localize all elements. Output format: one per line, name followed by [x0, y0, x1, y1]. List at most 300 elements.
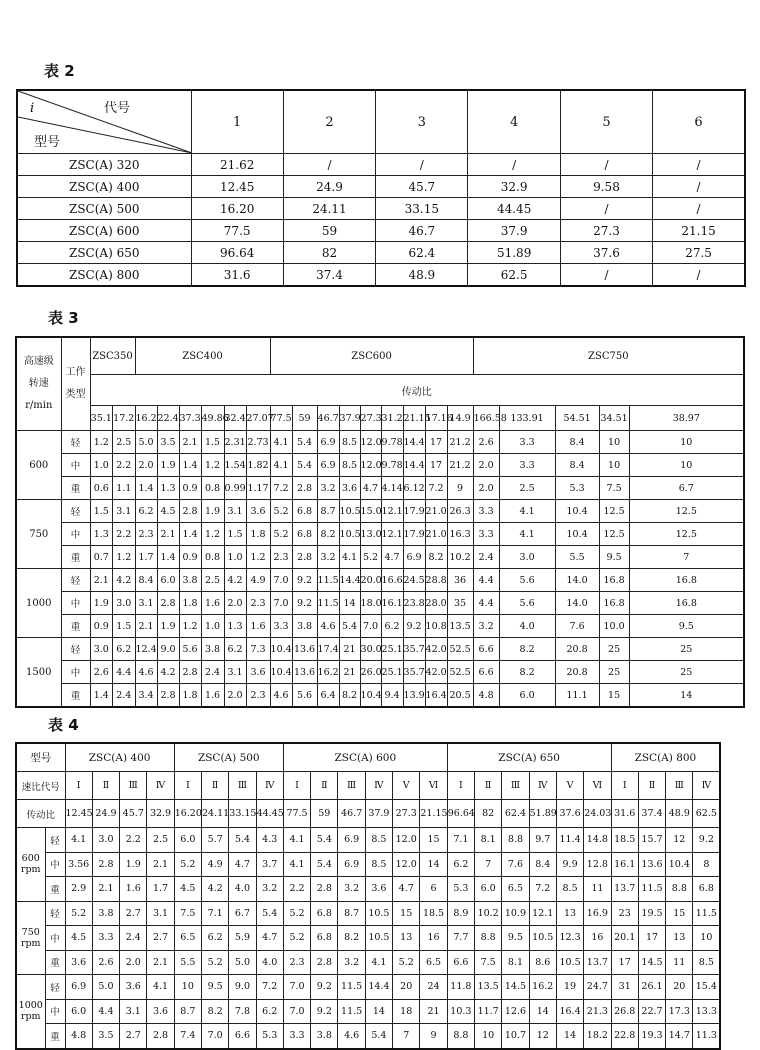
speed-cell: 750 [16, 500, 61, 569]
ratio-value-cell: 82 [475, 800, 502, 828]
power-value-cell: 2.73 [246, 431, 270, 454]
ratio-code-cell: Ⅲ [120, 772, 147, 800]
power-value-cell: 2.2 [283, 877, 310, 902]
power-value-cell: 18.0 [360, 592, 381, 615]
power-value-cell: 8.5 [556, 877, 583, 902]
table2-value-cell: / [283, 154, 375, 176]
speed-cell: 1000 [16, 569, 61, 638]
power-value-cell: 10.5 [365, 901, 392, 926]
power-value-cell: 12.0 [393, 828, 420, 853]
power-value-cell: 4.1 [270, 454, 292, 477]
power-value-cell: 3.6 [120, 975, 147, 1000]
power-value-cell: 2.4 [120, 926, 147, 951]
ratio-value-cell: 31.6 [611, 800, 638, 828]
power-value-cell: 13.5 [447, 615, 473, 638]
power-value-cell: 6.0 [174, 828, 201, 853]
power-value-cell: 8.5 [339, 454, 360, 477]
power-value-cell: 6.8 [311, 926, 338, 951]
power-value-cell: 5.9 [229, 926, 256, 951]
power-value-cell: 16.8 [599, 592, 629, 615]
model-label-cell: 型号 [16, 743, 65, 772]
power-value-cell: 21.2 [447, 454, 473, 477]
power-value-cell: 2.0 [120, 950, 147, 975]
work-type-cell: 轻 [61, 638, 90, 661]
power-value-cell: 10.2 [475, 901, 502, 926]
power-value-cell: 2.1 [147, 852, 174, 877]
power-value-cell: 3.1 [147, 901, 174, 926]
corner-model-label: 型号 [34, 135, 61, 150]
table2-value-cell: / [560, 264, 652, 287]
power-value-cell: 5.5 [174, 950, 201, 975]
power-value-cell: 21.0 [425, 523, 447, 546]
work-type-cell: 中 [61, 592, 90, 615]
power-value-cell: 8.8 [475, 926, 502, 951]
power-value-cell: 10.5 [339, 523, 360, 546]
power-value-cell: 15 [666, 901, 693, 926]
power-value-cell: 3.8 [292, 615, 317, 638]
power-value-cell: 13 [393, 926, 420, 951]
power-value-cell: 14 [556, 1024, 583, 1049]
power-value-cell: 10 [475, 1024, 502, 1049]
power-value-cell: 25 [599, 661, 629, 684]
power-value-cell: 1.9 [90, 592, 113, 615]
power-value-cell: 5.2 [393, 950, 420, 975]
ratio-value-cell: 32.4 [224, 406, 246, 431]
power-value-cell: 8.5 [693, 950, 720, 975]
power-value-cell: 1.8 [179, 592, 201, 615]
ratio-value-cell: 21.15 [403, 406, 425, 431]
power-value-cell: 8.1 [475, 828, 502, 853]
power-value-cell: 13.5 [475, 975, 502, 1000]
power-value-cell: 7.5 [475, 950, 502, 975]
table2-column-header: 2 [283, 90, 375, 154]
ratio-value-cell: 59 [311, 800, 338, 828]
power-value-cell: 3.8 [179, 569, 201, 592]
ratio-value-cell: 51.89 [529, 800, 556, 828]
power-value-cell: 8.9 [447, 901, 474, 926]
power-value-cell: 2.3 [246, 684, 270, 708]
power-value-cell: 9.2 [292, 569, 317, 592]
table4-ratio-row [16, 800, 720, 828]
table4-model-header: ZSC(A) 400 [65, 743, 174, 772]
power-value-cell: 11.5 [317, 569, 339, 592]
power-value-cell: 12.5 [599, 523, 629, 546]
ratio-value-cell: 96.64 [447, 800, 474, 828]
ratio-value-cell: 77.5 [283, 800, 310, 828]
power-value-cell: 7.5 [599, 477, 629, 500]
power-value-cell: 5.0 [229, 950, 256, 975]
power-value-cell: 6.4 [317, 684, 339, 708]
power-value-cell: 12.5 [629, 500, 744, 523]
power-value-cell: 1.9 [157, 615, 179, 638]
power-value-cell: 20.8 [555, 661, 599, 684]
power-value-cell: 23 [611, 901, 638, 926]
power-value-cell: 3.8 [92, 901, 119, 926]
table-row [16, 926, 720, 951]
power-value-cell: 9.5 [629, 615, 744, 638]
table2-header-row [17, 90, 745, 154]
power-value-cell: 2.6 [92, 950, 119, 975]
power-value-cell: 26.3 [447, 500, 473, 523]
power-value-cell: 20 [393, 975, 420, 1000]
table2-model-cell: ZSC(A) 600 [17, 220, 191, 242]
power-value-cell: 11.3 [693, 1024, 720, 1049]
power-value-cell: 16.8 [629, 592, 744, 615]
power-value-cell: 2.0 [473, 477, 499, 500]
power-value-cell: 5.4 [339, 615, 360, 638]
table-row [16, 500, 744, 523]
ratio-value-cell: 59 [292, 406, 317, 431]
power-value-cell: 28.0 [425, 592, 447, 615]
power-value-cell: 4.1 [499, 523, 555, 546]
power-value-cell: 16.2 [317, 661, 339, 684]
power-value-cell: 25.1 [381, 638, 403, 661]
power-value-cell: 23.8 [403, 592, 425, 615]
ratio-value-cell: 62.5 [693, 800, 720, 828]
table-row [16, 615, 744, 638]
power-value-cell: 12.1 [529, 901, 556, 926]
power-value-cell: 15 [393, 901, 420, 926]
table-row [16, 950, 720, 975]
power-value-cell: 10.4 [555, 500, 599, 523]
work-type-cell: 中 [61, 454, 90, 477]
power-value-cell: 16.8 [629, 569, 744, 592]
power-value-cell: 9.0 [157, 638, 179, 661]
power-value-cell: 9.78 [381, 454, 403, 477]
power-value-cell: 4.2 [201, 877, 228, 902]
power-value-cell: 8.7 [174, 999, 201, 1024]
power-value-cell: 2.5 [113, 431, 136, 454]
power-value-cell: 5.3 [555, 477, 599, 500]
table-row [16, 431, 744, 454]
power-value-cell: 10 [174, 975, 201, 1000]
ratio-value-cell: 27.07 [246, 406, 270, 431]
ratio-value-cell: 46.7 [338, 800, 365, 828]
table-row [16, 454, 744, 477]
ratio-code-cell: Ⅳ [147, 772, 174, 800]
power-value-cell: 6.2 [381, 615, 403, 638]
power-value-cell: 9.9 [556, 852, 583, 877]
power-value-cell: 4.9 [246, 569, 270, 592]
power-value-cell: 16.1 [611, 852, 638, 877]
power-value-cell: 3.6 [65, 950, 92, 975]
ratio-value-cell: 45.7 [120, 800, 147, 828]
table2-column-header: 1 [191, 90, 283, 154]
power-value-cell: 0.99 [224, 477, 246, 500]
power-value-cell: 3.0 [499, 546, 555, 569]
power-value-cell: 18.5 [420, 901, 447, 926]
power-value-cell: 13.7 [584, 950, 611, 975]
power-value-cell: 2.1 [90, 569, 113, 592]
power-value-cell: 16 [584, 926, 611, 951]
table-row [16, 901, 720, 926]
power-value-cell: 0.9 [90, 615, 113, 638]
speed-header-line: 高速级 [23, 356, 54, 367]
power-value-cell: 8.8 [666, 877, 693, 902]
power-value-cell: 5.6 [499, 569, 555, 592]
power-value-cell: 1.3 [90, 523, 113, 546]
power-value-cell: 3.3 [270, 615, 292, 638]
power-value-cell: 3.7 [256, 852, 283, 877]
power-value-cell: 13 [556, 901, 583, 926]
power-value-cell: 14.4 [403, 431, 425, 454]
power-value-cell: 14.4 [403, 454, 425, 477]
power-value-cell: 26.8 [611, 999, 638, 1024]
power-value-cell: 3.3 [92, 926, 119, 951]
power-value-cell: 7.0 [201, 1024, 228, 1049]
ratio-code-cell: Ⅴ [556, 772, 583, 800]
table2-value-cell: / [468, 154, 560, 176]
work-type-cell: 重 [61, 546, 90, 569]
power-value-cell: 6.2 [256, 999, 283, 1024]
power-value-cell: 31 [611, 975, 638, 1000]
ratio-value-cell: 27.3 [393, 800, 420, 828]
ratio-code-cell: Ⅰ [447, 772, 474, 800]
power-value-cell: 16.8 [599, 569, 629, 592]
power-value-cell: 3.6 [339, 477, 360, 500]
work-type-cell: 中 [45, 999, 65, 1024]
power-value-cell: 8.2 [425, 546, 447, 569]
power-value-cell: 0.9 [179, 546, 201, 569]
power-value-cell: 20.0 [360, 569, 381, 592]
power-value-cell: 3.2 [256, 877, 283, 902]
power-value-cell: 20.8 [555, 638, 599, 661]
power-value-cell: 9.5 [201, 975, 228, 1000]
work-type-cell: 中 [61, 661, 90, 684]
power-value-cell: 16.1 [381, 592, 403, 615]
table3-ratio-label-row [16, 375, 744, 406]
power-value-cell: 4.6 [270, 684, 292, 708]
power-value-cell: 10.7 [502, 1024, 529, 1049]
work-type-cell: 轻 [61, 431, 90, 454]
table2-column-header: 4 [468, 90, 560, 154]
power-value-cell: 6.2 [447, 852, 474, 877]
power-value-cell: 25.1 [381, 661, 403, 684]
power-value-cell: 2.5 [499, 477, 555, 500]
work-type-header-line: 类型 [65, 389, 86, 400]
power-value-cell: 9.5 [502, 926, 529, 951]
power-value-cell: 1.5 [201, 431, 224, 454]
power-value-cell: 7.0 [360, 615, 381, 638]
table2-column-header: 3 [376, 90, 468, 154]
power-value-cell: 10 [629, 454, 744, 477]
power-value-cell: 3.1 [135, 592, 157, 615]
power-value-cell: 2.4 [473, 546, 499, 569]
power-value-cell: 16 [420, 926, 447, 951]
power-value-cell: 17 [638, 926, 665, 951]
power-value-cell: 14 [339, 592, 360, 615]
power-value-cell: 10.5 [339, 500, 360, 523]
table3-model-header: ZSC600 [270, 337, 473, 375]
power-value-cell: 10.5 [365, 926, 392, 951]
power-value-cell: 9.5 [599, 546, 629, 569]
table2 [16, 89, 746, 287]
power-value-cell: 8.8 [502, 828, 529, 853]
power-value-cell: 5.2 [270, 523, 292, 546]
power-value-cell: 16.2 [529, 975, 556, 1000]
power-value-cell: 19 [556, 975, 583, 1000]
ratio-value-cell: 38.97 [629, 406, 744, 431]
power-value-cell: 2.4 [113, 684, 136, 708]
table2-corner-cell [17, 90, 191, 154]
table2-value-cell: 82 [283, 242, 375, 264]
power-value-cell: 2.1 [135, 615, 157, 638]
work-type-cell: 重 [45, 877, 65, 902]
power-value-cell: 30.0 [360, 638, 381, 661]
power-value-cell: 42.0 [425, 661, 447, 684]
power-value-cell: 14.5 [502, 975, 529, 1000]
table2-model-cell: ZSC(A) 320 [17, 154, 191, 176]
work-type-cell: 中 [61, 523, 90, 546]
power-value-cell: 9.78 [381, 431, 403, 454]
power-value-cell: 9.0 [229, 975, 256, 1000]
power-value-cell: 8.4 [555, 454, 599, 477]
power-value-cell: 4.1 [365, 950, 392, 975]
power-value-cell: 25 [629, 638, 744, 661]
power-value-cell: 3.3 [283, 1024, 310, 1049]
ratio-value-cell: 34.51 [599, 406, 629, 431]
power-value-cell: 11.5 [338, 999, 365, 1024]
power-value-cell: 24.7 [584, 975, 611, 1000]
power-value-cell: 6.6 [447, 950, 474, 975]
table-row [16, 523, 744, 546]
power-value-cell: 7.0 [270, 592, 292, 615]
power-value-cell: 3.1 [224, 500, 246, 523]
power-value-cell: 9 [447, 477, 473, 500]
power-value-cell: 16.6 [381, 569, 403, 592]
power-value-cell: 10.3 [447, 999, 474, 1024]
table2-value-cell: 37.6 [560, 242, 652, 264]
power-value-cell: 11 [666, 950, 693, 975]
power-value-cell: 14 [629, 684, 744, 708]
power-value-cell: 9.4 [381, 684, 403, 708]
power-value-cell: 10.2 [447, 546, 473, 569]
power-value-cell: 1.4 [179, 523, 201, 546]
power-value-cell: 8.4 [529, 852, 556, 877]
power-value-cell: 12.6 [502, 999, 529, 1024]
power-value-cell: 14 [529, 999, 556, 1024]
power-value-cell: 6.2 [113, 638, 136, 661]
power-value-cell: 24 [420, 975, 447, 1000]
table3-model-header: ZSC750 [473, 337, 744, 375]
speed-unit: rpm [20, 1011, 41, 1023]
power-value-cell: 6.0 [475, 877, 502, 902]
power-value-cell: 2.1 [157, 523, 179, 546]
table-row [16, 852, 720, 877]
table2-value-cell: / [653, 198, 745, 220]
speed-cell [16, 901, 45, 975]
speed-header-line: 转速 [28, 378, 49, 389]
power-value-cell: 6.6 [229, 1024, 256, 1049]
power-value-cell: 5.4 [365, 1024, 392, 1049]
power-value-cell: 2.8 [311, 877, 338, 902]
power-value-cell: 35 [447, 592, 473, 615]
power-value-cell: 4.0 [256, 950, 283, 975]
power-value-cell: 19.3 [638, 1024, 665, 1049]
power-value-cell: 1.4 [179, 454, 201, 477]
table2-value-cell: 44.45 [468, 198, 560, 220]
power-value-cell: 4.7 [256, 926, 283, 951]
power-value-cell: 7.2 [425, 477, 447, 500]
work-type-cell: 重 [45, 950, 65, 975]
table-row [16, 638, 744, 661]
power-value-cell: 1.7 [147, 877, 174, 902]
power-value-cell: 3.2 [473, 615, 499, 638]
speed-unit: rpm [20, 864, 41, 876]
power-value-cell: 11.5 [638, 877, 665, 902]
power-value-cell: 4.8 [473, 684, 499, 708]
power-value-cell: 5.4 [292, 431, 317, 454]
power-value-cell: 22.8 [611, 1024, 638, 1049]
power-value-cell: 1.8 [246, 523, 270, 546]
power-value-cell: 0.7 [90, 546, 113, 569]
table2-value-cell: 45.7 [376, 176, 468, 198]
ratio-value-cell: 77.5 [270, 406, 292, 431]
work-type-header-cell [61, 337, 90, 431]
power-value-cell: 4.1 [499, 500, 555, 523]
table2-value-cell: 62.5 [468, 264, 560, 287]
power-value-cell: 5.6 [499, 592, 555, 615]
power-value-cell: 7.0 [270, 569, 292, 592]
power-value-cell: 4.2 [157, 661, 179, 684]
power-value-cell: 13.9 [403, 684, 425, 708]
power-value-cell: 5.3 [256, 1024, 283, 1049]
table2-value-cell: 46.7 [376, 220, 468, 242]
power-value-cell: 2.2 [113, 523, 136, 546]
power-value-cell: 20.5 [447, 684, 473, 708]
work-type-cell: 轻 [45, 975, 65, 1000]
ratio-code-cell: Ⅳ [256, 772, 283, 800]
power-value-cell: 4.6 [317, 615, 339, 638]
power-value-cell: 10.5 [556, 950, 583, 975]
ratio-label-cell: 传动比 [16, 800, 65, 828]
power-value-cell: 6.8 [693, 877, 720, 902]
power-value-cell: 1.2 [201, 454, 224, 477]
power-value-cell: 15 [420, 828, 447, 853]
power-value-cell: 5.0 [135, 431, 157, 454]
power-value-cell: 2.2 [113, 454, 136, 477]
table2-value-cell: 21.15 [653, 220, 745, 242]
power-value-cell: 3.0 [92, 828, 119, 853]
table4 [15, 742, 721, 1050]
ratio-value-cell: 24.9 [92, 800, 119, 828]
ratio-code-cell: Ⅵ [584, 772, 611, 800]
power-value-cell: 8.7 [338, 901, 365, 926]
power-value-cell: 26.0 [360, 661, 381, 684]
power-value-cell: 10.0 [599, 615, 629, 638]
power-value-cell: 5.6 [292, 684, 317, 708]
power-value-cell: 1.4 [135, 477, 157, 500]
power-value-cell: 4.1 [283, 828, 310, 853]
power-value-cell: 2.9 [65, 877, 92, 902]
power-value-cell: 28.8 [425, 569, 447, 592]
power-value-cell: 4.7 [229, 852, 256, 877]
ratio-code-cell: Ⅰ [174, 772, 201, 800]
power-value-cell: 7.0 [283, 999, 310, 1024]
power-value-cell: 18.5 [611, 828, 638, 853]
power-value-cell: 7.8 [229, 999, 256, 1024]
power-value-cell: 2.8 [179, 661, 201, 684]
power-value-cell: 4.1 [270, 431, 292, 454]
table-row [16, 661, 744, 684]
table2-value-cell: 77.5 [191, 220, 283, 242]
power-value-cell: 16.4 [425, 684, 447, 708]
power-value-cell: 1.3 [224, 615, 246, 638]
power-value-cell: 11.8 [447, 975, 474, 1000]
power-value-cell: 12.1 [381, 523, 403, 546]
power-value-cell: 0.8 [201, 477, 224, 500]
ratio-code-cell: Ⅳ [693, 772, 720, 800]
